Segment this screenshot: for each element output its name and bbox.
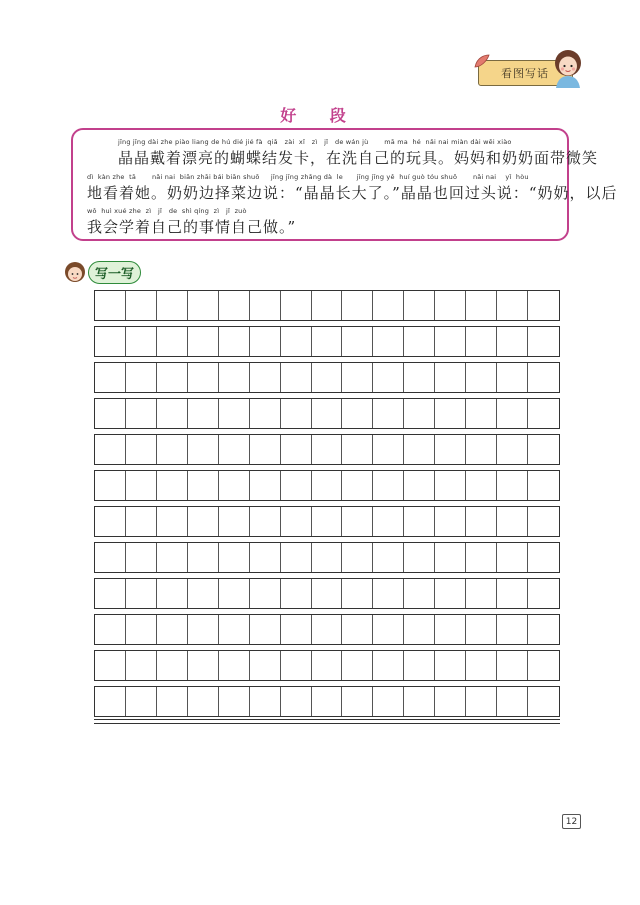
grid-cell[interactable] xyxy=(188,651,219,680)
grid-cell[interactable] xyxy=(404,471,435,500)
grid-cell[interactable] xyxy=(281,579,312,608)
pinyin-line: jīng jīng dài zhe piào liang de hú dié jié fà qiǎ zài xǐ zì jǐ de wán jù mā ma hé nǎi nai miàn dài wēi xiào xyxy=(118,138,512,146)
grid-cell[interactable] xyxy=(435,363,466,392)
passage-line xyxy=(87,207,296,237)
grid-cell[interactable] xyxy=(188,327,219,356)
grid-cell[interactable] xyxy=(312,435,343,464)
grid-cell[interactable] xyxy=(342,579,373,608)
grid-cell[interactable] xyxy=(95,327,126,356)
grid-cell[interactable] xyxy=(528,543,559,572)
grid-cell[interactable] xyxy=(342,291,373,320)
grid-cell[interactable] xyxy=(342,435,373,464)
grid-cell[interactable] xyxy=(188,399,219,428)
grid-cell[interactable] xyxy=(435,507,466,536)
grid-row xyxy=(94,434,560,465)
grid-cell[interactable] xyxy=(126,435,157,464)
grid-cell[interactable] xyxy=(157,291,188,320)
grid-cell[interactable] xyxy=(342,507,373,536)
grid-cell[interactable] xyxy=(342,363,373,392)
grid-cell[interactable] xyxy=(157,471,188,500)
grid-cell[interactable] xyxy=(466,687,497,716)
grid-cell[interactable] xyxy=(250,543,281,572)
grid-cell[interactable] xyxy=(157,579,188,608)
grid-cell[interactable] xyxy=(528,291,559,320)
grid-cell[interactable] xyxy=(342,471,373,500)
grid-cell[interactable] xyxy=(435,435,466,464)
grid-cell[interactable] xyxy=(435,291,466,320)
grid-cell[interactable] xyxy=(157,363,188,392)
grid-cell[interactable] xyxy=(528,651,559,680)
grid-row xyxy=(94,686,560,717)
grid-cell[interactable] xyxy=(312,471,343,500)
grid-cell[interactable] xyxy=(404,291,435,320)
grid-cell[interactable] xyxy=(219,435,250,464)
grid-cell[interactable] xyxy=(281,507,312,536)
grid-cell[interactable] xyxy=(342,399,373,428)
grid-cell[interactable] xyxy=(373,291,404,320)
write-section-label xyxy=(64,259,141,285)
grid-cell[interactable] xyxy=(188,363,219,392)
grid-cell[interactable] xyxy=(528,507,559,536)
grid-cell[interactable] xyxy=(404,507,435,536)
grid-cell[interactable] xyxy=(219,291,250,320)
grid-cell[interactable] xyxy=(312,615,343,644)
grid-cell[interactable] xyxy=(281,651,312,680)
grid-cell[interactable] xyxy=(95,687,126,716)
grid-cell[interactable] xyxy=(126,471,157,500)
grid-cell[interactable] xyxy=(404,399,435,428)
grid-cell[interactable] xyxy=(404,615,435,644)
grid-row xyxy=(94,578,560,609)
grid-row xyxy=(94,470,560,501)
grid-cell[interactable] xyxy=(435,327,466,356)
grid-cell[interactable] xyxy=(250,615,281,644)
grid-cell[interactable] xyxy=(188,543,219,572)
grid-cell[interactable] xyxy=(497,363,528,392)
grid-cell[interactable] xyxy=(497,327,528,356)
grid-cell[interactable] xyxy=(157,651,188,680)
grid-cell[interactable] xyxy=(373,327,404,356)
grid-row xyxy=(94,614,560,645)
grid-cell[interactable] xyxy=(466,399,497,428)
grid-cell[interactable] xyxy=(312,651,343,680)
grid-cell[interactable] xyxy=(250,363,281,392)
grid-cell[interactable] xyxy=(281,291,312,320)
grid-cell[interactable] xyxy=(250,327,281,356)
grid-cell[interactable] xyxy=(312,363,343,392)
grid-cell[interactable] xyxy=(404,579,435,608)
writing-grid[interactable] xyxy=(94,290,560,724)
grid-cell[interactable] xyxy=(373,543,404,572)
grid-cell[interactable] xyxy=(435,399,466,428)
grid-cell[interactable] xyxy=(497,687,528,716)
grid-cell[interactable] xyxy=(466,435,497,464)
grid-cell[interactable] xyxy=(95,399,126,428)
grid-cell[interactable] xyxy=(312,399,343,428)
grid-cell[interactable] xyxy=(281,363,312,392)
grid-cell[interactable] xyxy=(281,543,312,572)
passage-title: 好 段 xyxy=(280,106,360,125)
grid-cell[interactable] xyxy=(373,471,404,500)
grid-cell[interactable] xyxy=(250,435,281,464)
grid-cell[interactable] xyxy=(435,579,466,608)
grid-cell[interactable] xyxy=(157,615,188,644)
passage-line xyxy=(87,173,618,203)
grid-cell[interactable] xyxy=(126,687,157,716)
grid-row xyxy=(94,506,560,537)
grid-cell[interactable] xyxy=(219,399,250,428)
grid-cell[interactable] xyxy=(466,507,497,536)
grid-cell[interactable] xyxy=(373,399,404,428)
grid-cell[interactable] xyxy=(219,615,250,644)
grid-cell[interactable] xyxy=(157,687,188,716)
grid-cell[interactable] xyxy=(404,543,435,572)
grid-cell[interactable] xyxy=(528,435,559,464)
grid-cell[interactable] xyxy=(95,579,126,608)
boy-avatar-icon xyxy=(64,260,86,284)
grid-cell[interactable] xyxy=(497,543,528,572)
grid-cell[interactable] xyxy=(126,615,157,644)
grid-cell[interactable] xyxy=(157,399,188,428)
grid-row xyxy=(94,326,560,357)
grid-cell[interactable] xyxy=(219,507,250,536)
grid-cell[interactable] xyxy=(219,543,250,572)
grid-row xyxy=(94,398,560,429)
grid-cell[interactable] xyxy=(497,579,528,608)
grid-cell[interactable] xyxy=(250,579,281,608)
grid-cell[interactable] xyxy=(312,543,343,572)
grid-cell[interactable] xyxy=(373,687,404,716)
passage-box xyxy=(71,128,618,241)
grid-cell[interactable] xyxy=(404,327,435,356)
grid-row xyxy=(94,362,560,393)
grid-cell[interactable] xyxy=(95,615,126,644)
grid-cell[interactable] xyxy=(95,507,126,536)
grid-row xyxy=(94,542,560,573)
grid-cell[interactable] xyxy=(281,327,312,356)
pinyin-line: dì kàn zhe tā nǎi nai biān zhāi bái biān shuō jīng jīng zhǎng dà le jīng jīng yě huí guò tóu shuō nǎi nai yǐ hòu xyxy=(87,173,529,181)
grid-cell[interactable] xyxy=(312,579,343,608)
grid-cell[interactable] xyxy=(250,687,281,716)
grid-cell[interactable] xyxy=(250,507,281,536)
passage-line xyxy=(87,138,598,168)
grid-cell[interactable] xyxy=(497,651,528,680)
leaf-icon xyxy=(473,53,491,69)
grid-cell[interactable] xyxy=(373,579,404,608)
grid-cell[interactable] xyxy=(373,651,404,680)
grid-cell[interactable] xyxy=(219,363,250,392)
grid-cell[interactable] xyxy=(188,471,219,500)
grid-cell[interactable] xyxy=(250,471,281,500)
grid-cell[interactable] xyxy=(528,363,559,392)
grid-cell[interactable] xyxy=(188,291,219,320)
grid-cell[interactable] xyxy=(342,615,373,644)
grid-cell[interactable] xyxy=(342,651,373,680)
grid-cell[interactable] xyxy=(435,687,466,716)
grid-cell[interactable] xyxy=(435,615,466,644)
text-line: 我会学着自己的事情自己做。” xyxy=(87,218,297,236)
grid-cell[interactable] xyxy=(404,363,435,392)
grid-cell[interactable] xyxy=(466,291,497,320)
grid-cell[interactable] xyxy=(466,651,497,680)
grid-cell[interactable] xyxy=(528,615,559,644)
grid-cell[interactable] xyxy=(528,399,559,428)
grid-cell[interactable] xyxy=(126,579,157,608)
grid-cell[interactable] xyxy=(126,363,157,392)
text-line: 晶晶戴着漂亮的蝴蝶结发卡，在洗自己的玩具。妈妈和奶奶面带微笑 xyxy=(118,149,599,167)
grid-cell[interactable] xyxy=(157,435,188,464)
grid-cell[interactable] xyxy=(281,615,312,644)
pinyin-line: wǒ huì xué zhe zì jǐ de shì qíng zì jǐ zuò xyxy=(87,207,247,215)
grid-cell[interactable] xyxy=(466,579,497,608)
grid-cell[interactable] xyxy=(95,651,126,680)
grid-cell[interactable] xyxy=(528,687,559,716)
grid-cell[interactable] xyxy=(497,471,528,500)
grid-cell[interactable] xyxy=(312,507,343,536)
grid-cell[interactable] xyxy=(497,507,528,536)
grid-cell[interactable] xyxy=(373,435,404,464)
grid-cell[interactable] xyxy=(95,471,126,500)
grid-cell[interactable] xyxy=(312,291,343,320)
grid-cell[interactable] xyxy=(528,579,559,608)
grid-cell[interactable] xyxy=(157,543,188,572)
grid-row xyxy=(94,650,560,681)
grid-cell[interactable] xyxy=(528,471,559,500)
grid-cell[interactable] xyxy=(126,291,157,320)
grid-cell[interactable] xyxy=(342,327,373,356)
grid-cell[interactable] xyxy=(126,399,157,428)
grid-cell[interactable] xyxy=(95,435,126,464)
grid-cell[interactable] xyxy=(404,687,435,716)
grid-cell[interactable] xyxy=(95,291,126,320)
grid-cell[interactable] xyxy=(281,687,312,716)
grid-cell[interactable] xyxy=(281,471,312,500)
grid-cell[interactable] xyxy=(466,327,497,356)
grid-cell[interactable] xyxy=(281,399,312,428)
grid-cell[interactable] xyxy=(281,435,312,464)
grid-cell[interactable] xyxy=(497,399,528,428)
grid-cell[interactable] xyxy=(528,327,559,356)
grid-cell[interactable] xyxy=(435,651,466,680)
grid-cell[interactable] xyxy=(435,471,466,500)
grid-cell[interactable] xyxy=(188,435,219,464)
grid-cell[interactable] xyxy=(250,291,281,320)
text-line: 地看着她。奶奶边择菜边说：“晶晶长大了。”晶晶也回过头说：“奶奶，以后 xyxy=(87,184,618,202)
grid-cell[interactable] xyxy=(95,363,126,392)
grid-cell[interactable] xyxy=(312,687,343,716)
grid-cell[interactable] xyxy=(126,651,157,680)
grid-cell[interactable] xyxy=(497,615,528,644)
grid-cell[interactable] xyxy=(373,615,404,644)
grid-cell[interactable] xyxy=(404,435,435,464)
grid-cell[interactable] xyxy=(250,651,281,680)
grid-cell[interactable] xyxy=(157,327,188,356)
grid-cell[interactable] xyxy=(342,687,373,716)
grid-cell[interactable] xyxy=(219,651,250,680)
grid-cell[interactable] xyxy=(188,579,219,608)
grid-cell[interactable] xyxy=(466,543,497,572)
grid-cell[interactable] xyxy=(312,327,343,356)
grid-cell[interactable] xyxy=(126,327,157,356)
grid-cell[interactable] xyxy=(188,615,219,644)
page-number: 12 xyxy=(562,814,581,829)
grid-cell[interactable] xyxy=(342,543,373,572)
grid-cell[interactable] xyxy=(219,579,250,608)
grid-cell[interactable] xyxy=(373,363,404,392)
section-tab-label: 看图写话 xyxy=(501,67,549,80)
grid-cell[interactable] xyxy=(466,363,497,392)
grid-cell[interactable] xyxy=(219,687,250,716)
grid-cell[interactable] xyxy=(466,471,497,500)
grid-cell[interactable] xyxy=(126,507,157,536)
grid-cell[interactable] xyxy=(466,615,497,644)
grid-cell[interactable] xyxy=(219,471,250,500)
grid-cell[interactable] xyxy=(126,543,157,572)
grid-cell[interactable] xyxy=(250,399,281,428)
grid-cell[interactable] xyxy=(497,435,528,464)
girl-avatar-icon xyxy=(552,48,584,88)
grid-cell[interactable] xyxy=(404,651,435,680)
grid-cell[interactable] xyxy=(188,687,219,716)
grid-cell[interactable] xyxy=(497,291,528,320)
grid-cell[interactable] xyxy=(435,543,466,572)
grid-cell[interactable] xyxy=(188,507,219,536)
grid-cell[interactable] xyxy=(95,543,126,572)
grid-row xyxy=(94,290,560,321)
grid-cell[interactable] xyxy=(157,507,188,536)
grid-cell[interactable] xyxy=(373,507,404,536)
grid-bottom-rule xyxy=(94,719,560,724)
grid-cell[interactable] xyxy=(219,327,250,356)
write-label-text: 写一写 xyxy=(88,261,141,284)
